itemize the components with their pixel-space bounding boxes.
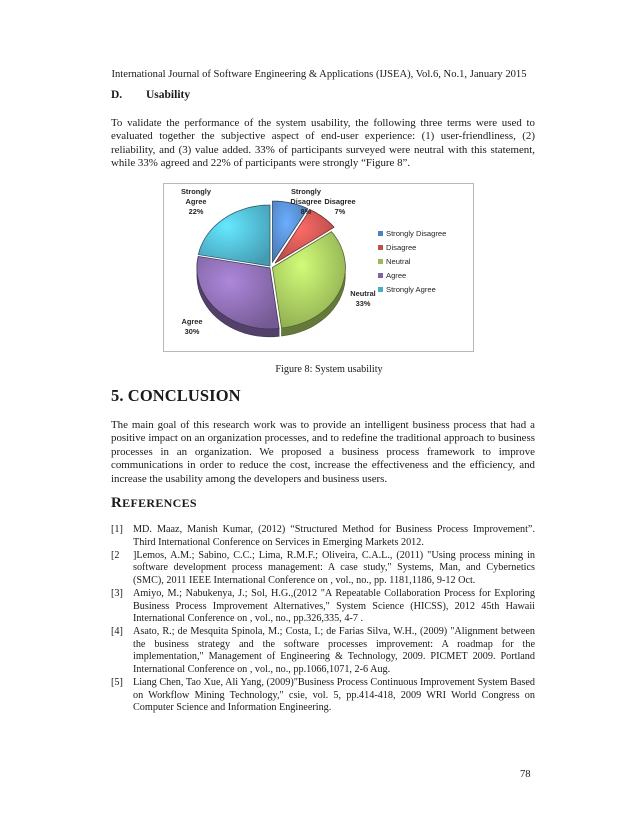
- reference-item: [111, 588, 535, 626]
- figure-8-chart: [163, 183, 474, 352]
- reference-number: [2: [111, 549, 120, 561]
- legend-swatch-agree: [378, 273, 383, 278]
- figure-caption: Figure 8: System usability: [275, 364, 383, 375]
- legend-label-strongly-agree: Strongly Agree: [386, 285, 436, 294]
- references-list: [111, 524, 535, 715]
- legend-label-neutral: Neutral: [386, 257, 411, 266]
- reference-text: Asato, R.; de Mesquita Spinola, M.; Costa, I.; de Farias Silva, W.H., (2009) "Alignment between the business strategy and the software processes improvement: A roadmap for the implementation," Management of Engineering & Technology, 2009. PICMET 2009. Portland International Conference on , vol., no., pp.1066,1071, 2-6 Aug.: [133, 626, 535, 676]
- data-label-neutral: 33%: [355, 299, 371, 308]
- data-label-neutral: Neutral: [350, 289, 376, 298]
- pie-slices: [197, 201, 346, 337]
- data-label-strongly-agree: 22%: [188, 207, 204, 216]
- reference-number: [5]: [111, 677, 123, 689]
- legend-label-disagree: Disagree: [386, 243, 417, 252]
- conclusion-heading: 5. CONCLUSION: [111, 386, 241, 405]
- references-heading-initial: R: [111, 495, 123, 511]
- reference-item: [111, 626, 535, 676]
- section-d-heading: [111, 89, 191, 101]
- chart-legend: [378, 229, 446, 294]
- section-d-title: Usability: [146, 89, 191, 101]
- legend-label-strongly-disagree: Strongly Disagree: [386, 229, 447, 238]
- data-label-agree: 30%: [184, 327, 200, 336]
- legend-swatch-disagree: [378, 245, 383, 250]
- reference-item: [111, 550, 535, 588]
- page-number: 78: [520, 769, 531, 780]
- reference-item: [111, 677, 535, 715]
- legend-swatch-neutral: [378, 259, 383, 264]
- reference-number: [4]: [111, 626, 123, 638]
- legend-swatch-strongly-agree: [378, 287, 383, 292]
- pie-slice-agree: [197, 256, 279, 329]
- data-label-strongly-disagree: 8%: [300, 207, 312, 216]
- data-label-disagree: 7%: [334, 207, 346, 216]
- legend-label-agree: Agree: [386, 271, 407, 280]
- legend-swatch-strongly-disagree: [378, 231, 383, 236]
- reference-text: MD. Maaz, Manish Kumar, (2012) “Structured Method for Business Process Improvement”. Third International Conference on Services in Emerging Markets 2012.: [133, 524, 535, 548]
- reference-text: ]Lemos, A.M.; Sabino, C.C.; Lima, R.M.F.; Oliveira, C.A.L., (2011) "Using process mining in software development process management: A case study," Systems, Man, and Cybernetics (SMC), 2011 IEEE International Conference on , vol., no., pp. 1181,1186, 9-12 Oct.: [133, 549, 535, 586]
- data-label-disagree: Disagree: [324, 197, 356, 206]
- reference-number: [3]: [111, 587, 123, 599]
- pie-slice-strongly-agree: [198, 205, 270, 266]
- running-header: International Journal of Software Engineering & Applications (IJSEA), Vol.6, No.1, January 2015: [111, 69, 527, 80]
- reference-item: [111, 524, 535, 549]
- references-heading-rest: EFERENCES: [122, 496, 197, 510]
- data-label-strongly-agree: Strongly: [181, 187, 211, 196]
- data-label-strongly-disagree: Strongly: [291, 187, 321, 196]
- reference-text: Amiyo, M.; Nabukenya, J.; Sol, H.G.,(2012 "A Repeatable Collaboration Process for Exploring Business Process Improvement Alternatives," System Science (HICSS), 2012 45th Hawaii International Conference on , vol., no., pp.326,335, 4-7 .: [133, 587, 535, 625]
- conclusion-paragraph: The main goal of this research work was to provide an intelligent business process that had a positive impact on an organization processes, and to redefine the traditional approach to business processes in an organization. We proposed a business process framework to improve communications in order to reduce the cost, increase the effectiveness and the efficiency, and increase the usability among the developers and business users.: [111, 419, 535, 485]
- data-label-agree: Agree: [181, 317, 203, 326]
- reference-number: [1]: [111, 524, 123, 535]
- reference-text: Liang Chen, Tao Xue, Ali Yang, (2009)"Business Process Continuous Improvement System Based on Workflow Mining Technology," csie, vol. 5, pp.414-418, 2009 WRI World Congress on Computer Science and Information Engineering.: [133, 677, 535, 714]
- references-heading: [111, 495, 197, 512]
- data-label-strongly-agree: Agree: [185, 197, 207, 206]
- data-label-strongly-disagree: Disagree: [290, 197, 322, 206]
- usability-paragraph: To validate the performance of the system usability, the following three terms were used to evaluated together the subjective aspect of end-user experience: (1) user-friendliness, (2) reliability, and (3) value added. 33% of participants surveyed were neutral with this statement, while 33% agreed and 22% of participants were strongly “Figure 8”.: [111, 117, 535, 170]
- pie-chart-svg: [164, 184, 473, 351]
- section-d-label: D.: [111, 89, 123, 101]
